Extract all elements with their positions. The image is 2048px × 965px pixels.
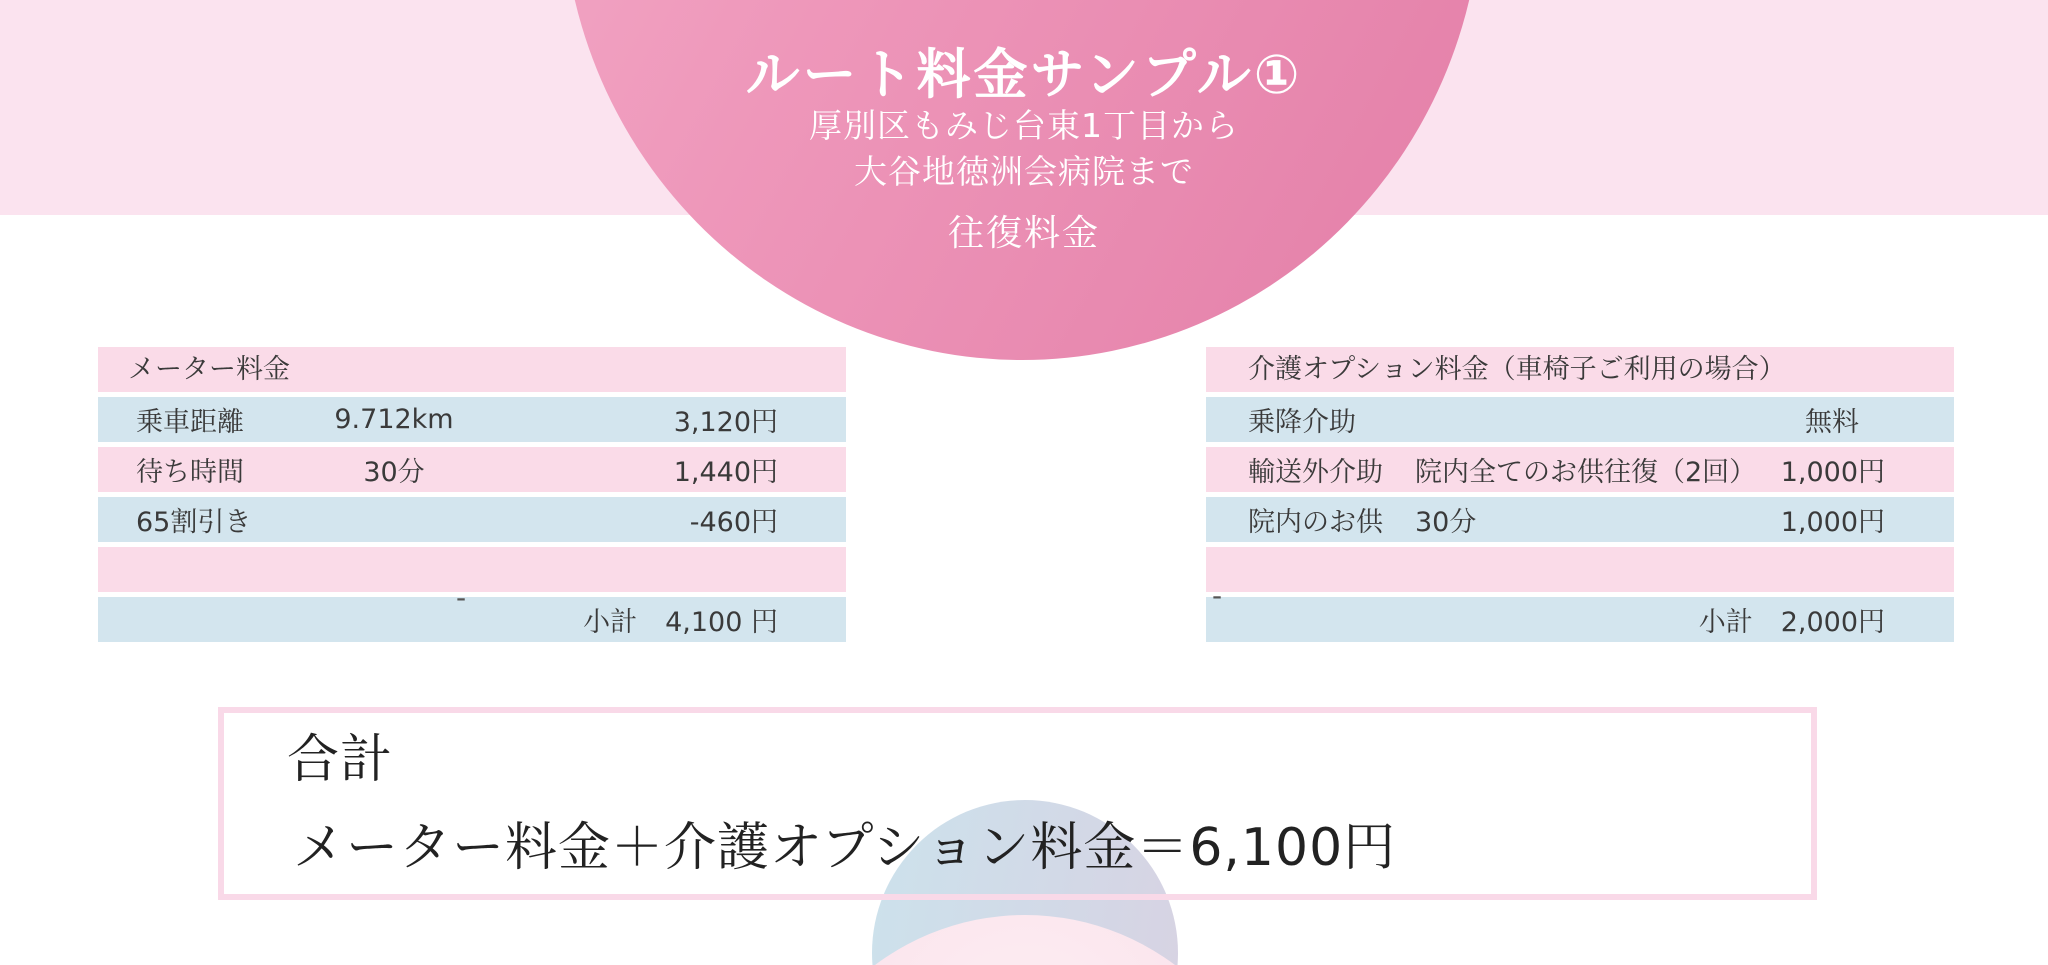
row-detail: 院内全てのお供往復（2回） — [1415, 457, 1757, 488]
row-label: 院内のお供 — [1248, 507, 1383, 538]
table-row — [98, 497, 846, 542]
fare-type-label: 往復料金 — [947, 213, 1100, 254]
row-amount: 1,000円 — [1780, 457, 1885, 488]
row-amount: 1,000円 — [1780, 507, 1885, 538]
care-table-header: 介護オプション料金（車椅子ご利用の場合） — [1206, 347, 1954, 392]
meter-fee-table — [98, 347, 846, 647]
empty-row-dash: - — [1212, 579, 1223, 612]
row-label: 待ち時間 — [136, 457, 244, 488]
total-box — [218, 707, 1817, 900]
row-amount: -460円 — [689, 507, 778, 538]
table-row-empty — [98, 547, 846, 592]
care-option-fee-table — [1206, 347, 1954, 647]
subtotal-amount: 4,100 円 — [665, 607, 778, 638]
row-amount: 3,120円 — [673, 407, 778, 438]
empty-row-dash: - — [456, 581, 467, 614]
row-detail: 30分 — [1415, 507, 1477, 538]
row-amount: 1,440円 — [673, 457, 778, 488]
route-to-text: 大谷地徳洲会病院まで — [854, 152, 1194, 191]
table-row — [1206, 447, 1954, 492]
table-row — [1206, 397, 1954, 442]
meter-table-header: メーター料金 — [98, 347, 846, 392]
table-row-empty — [1206, 547, 1954, 592]
row-amount: 無料 — [1805, 407, 1859, 438]
subtotal-row — [1206, 597, 1954, 642]
row-detail: 9.712km — [334, 404, 454, 435]
subtotal-row — [98, 597, 846, 642]
route-from-text: 厚別区もみじ台東1丁目から — [809, 106, 1239, 145]
subtotal-amount: 2,000円 — [1780, 607, 1885, 638]
total-label: 合計 — [287, 730, 394, 790]
row-label: 乗降介助 — [1248, 407, 1356, 438]
row-label: 65割引き — [136, 507, 252, 538]
subtotal-label: 小計 — [1698, 607, 1753, 638]
total-formula: メーター料金＋介護オプション料金＝6,100円 — [293, 818, 1397, 878]
subtotal-label: 小計 — [583, 607, 638, 638]
table-row — [98, 397, 846, 442]
table-row — [1206, 497, 1954, 542]
table-row — [98, 447, 846, 492]
page-title: ルート料金サンプル① — [745, 43, 1303, 106]
row-label: 乗車距離 — [136, 407, 244, 438]
row-detail: 30分 — [363, 457, 425, 488]
row-label: 輸送外介助 — [1248, 457, 1383, 488]
decor-circle-pink — [775, 915, 1275, 965]
